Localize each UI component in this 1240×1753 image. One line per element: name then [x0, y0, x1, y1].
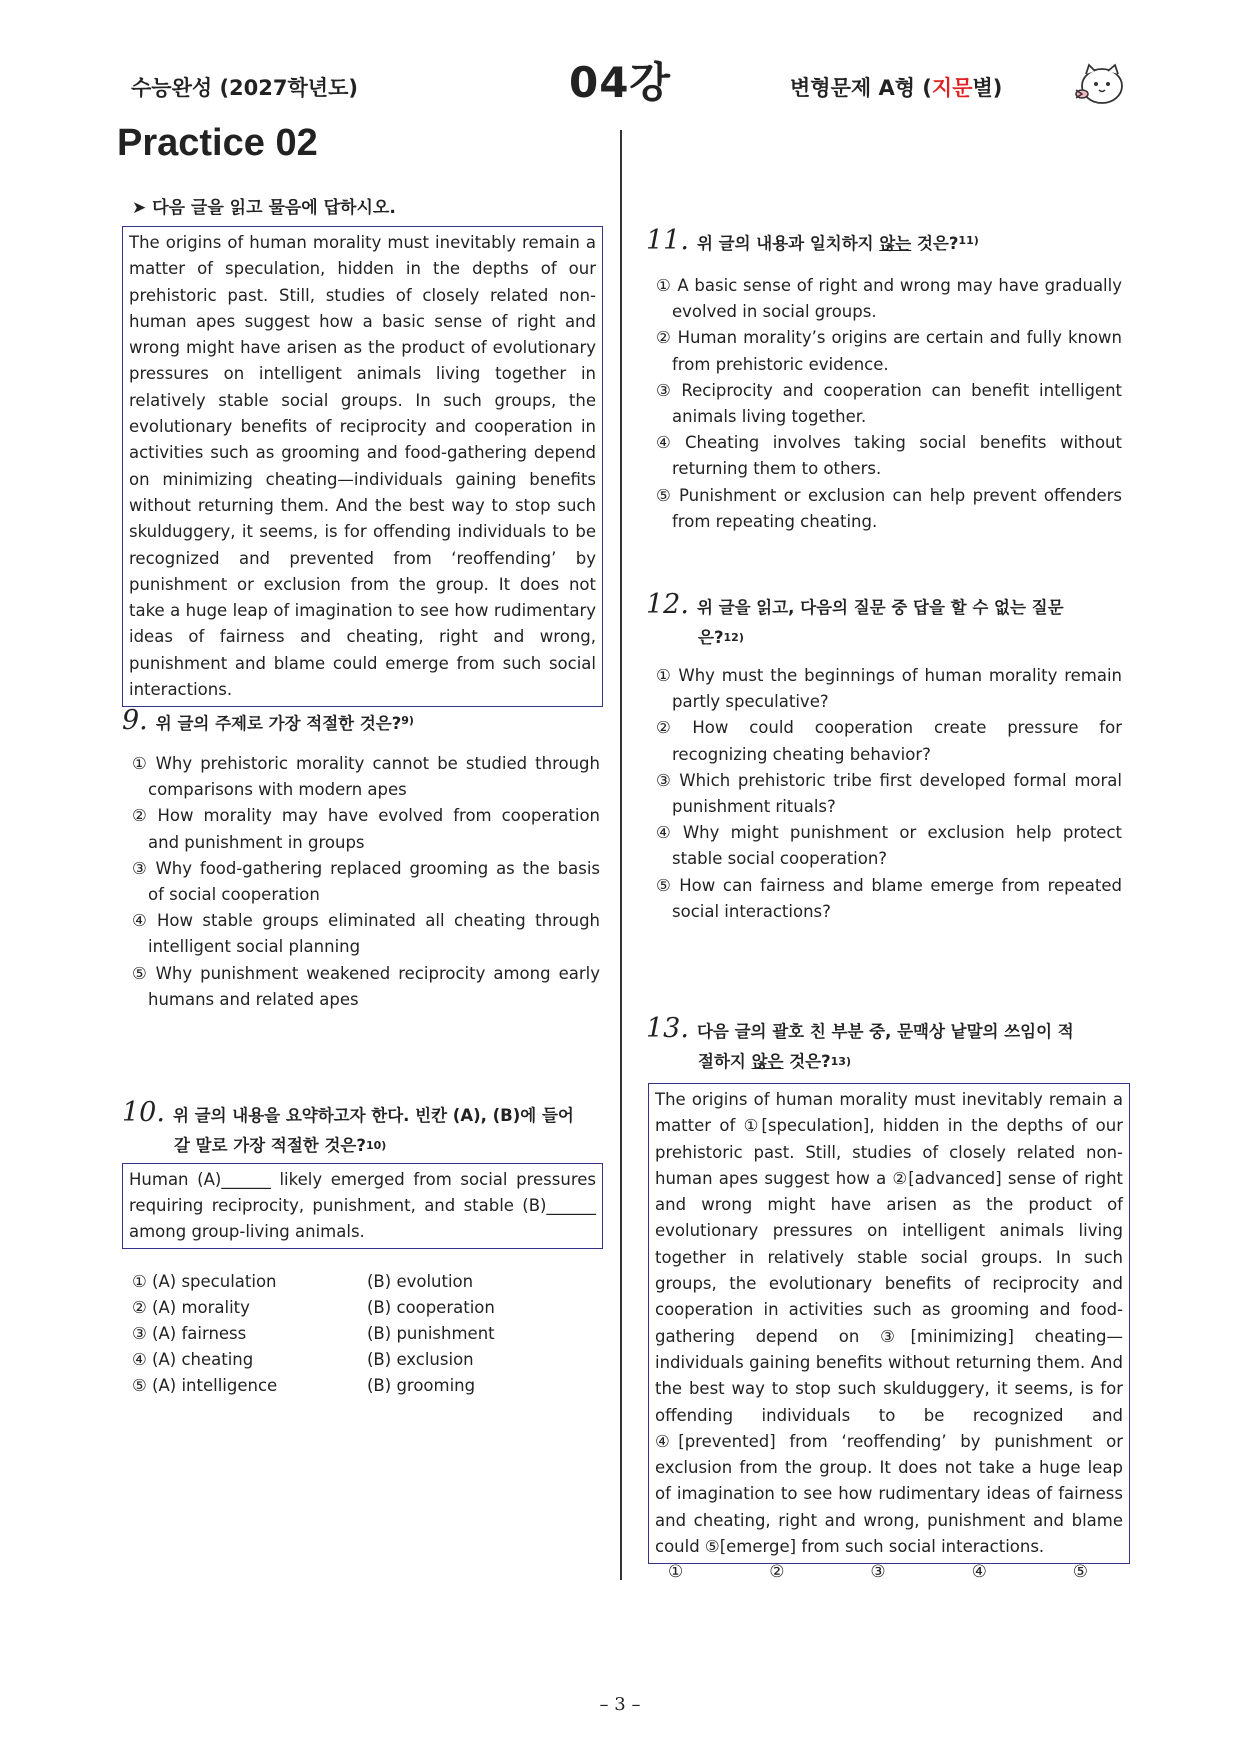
question-12-title: 12. 위 글을 읽고, 다음의 질문 중 답을 할 수 없는 질문 은?$^{12)}$: [646, 589, 1064, 647]
q9-option[interactable]: ③ Why food-gathering replaced grooming as the basis of social cooperation: [132, 858, 601, 905]
question-13-title: 13. 다음 글의 괄호 친 부분 중, 문맥상 낱말의 쓰임이 적 절하지 않은 것은?$^{13)}$: [646, 1013, 1074, 1071]
cat-mascot-icon: [1072, 60, 1130, 110]
q11-option[interactable]: ④ Cheating involves taking social benefits without returning them to others.: [656, 433, 1122, 479]
question-9-title: 9. 위 글의 주제로 가장 적절한 것은?$^{9)}$: [122, 705, 414, 736]
answer-choice[interactable]: ②: [769, 1562, 785, 1582]
question-12-options: [656, 663, 1122, 925]
q11-option[interactable]: ③ Reciprocity and cooperation can benefit intelligent animals living together.: [656, 380, 1122, 427]
q12-option[interactable]: ① Why must the beginnings of human morality remain partly speculative?: [656, 666, 1122, 712]
q9-option[interactable]: ⑤ Why punishment weakened reciprocity among early humans and related apes: [132, 963, 600, 1009]
q12-option[interactable]: ③ Which prehistoric tribe first developed formal moral punishment rituals?: [656, 770, 1122, 817]
summary-box: Human (A)______ likely emerged from social pressures requiring reciprocity, punishment, and stable (B)______ among group-living animals.: [122, 1163, 603, 1249]
question-13-answer-choices: [668, 1562, 1088, 1582]
column-divider: [620, 130, 622, 1580]
q12-option[interactable]: ⑤ How can fairness and blame emerge from repeated social interactions?: [656, 875, 1122, 921]
q11-option[interactable]: ② Human morality’s origins are certain and fully known from prehistoric evidence.: [656, 328, 1122, 374]
header-lesson-number: 04강: [568, 58, 672, 107]
answer-choice[interactable]: ④: [971, 1562, 987, 1582]
q10-option[interactable]: ② (A) morality (B) cooperation: [132, 1298, 495, 1317]
header-book-title: 수능완성 (2027학년도): [131, 76, 358, 100]
q12-option[interactable]: ② How could cooperation create pressure for recognizing cheating behavior?: [656, 718, 1122, 764]
question-13-passage: The origins of human morality must inevitably remain a matter of ①[speculation], hidden in the depths of our prehistoric past. Still, studies of closely related non-human apes suggest how a ②[advanced] sense of right and wrong might have arisen as the product of evolutionary pressures on intelligent animals living together in relatively stable social groups. In such groups, the evolutionary benefits of reciprocity and cooperation in activities such as grooming and food-gathering depend on ③[minimizing] cheating—individuals gaining benefits without returning them. And the best way to stop such skulduggery, it seems, is for offending individuals to be recognized and ④[prevented] from ‘reoffending’ by punishment or exclusion from the group. It does not take a huge leap of imagination to see how rudimentary ideas of fairness and cheating, right and wrong, punishment and blame could ⑤[emerge] from such social interactions.: [648, 1083, 1130, 1564]
q11-option[interactable]: ⑤ Punishment or exclusion can help prevent offenders from repeating cheating.: [656, 485, 1123, 531]
q9-option[interactable]: ① Why prehistoric morality cannot be studied through comparisons with modern apes: [132, 754, 600, 800]
answer-choice[interactable]: ③: [870, 1562, 886, 1582]
question-10-options: [132, 1269, 602, 1399]
header-type-red: 지문: [931, 76, 973, 100]
question-11-title: 11. 위 글의 내용과 일치하지 않는 것은?$^{11)}$: [646, 225, 979, 256]
q9-option[interactable]: ② How morality may have evolved from cooperation and punishment in groups: [132, 806, 600, 852]
q12-option[interactable]: ④ Why might punishment or exclusion help protect stable social cooperation?: [656, 823, 1123, 869]
header-type-label: 변형문제 A형 (지문별): [790, 76, 1003, 100]
page-number: – 3 –: [599, 1694, 641, 1715]
question-10-title: 10. 위 글의 내용을 요약하고자 한다. 빈칸 (A), (B)에 들어 갈 말로 가장 적절한 것은?$^{10)}$: [122, 1097, 574, 1155]
question-11-options: [656, 273, 1122, 535]
instruction: ➤ 다음 글을 읽고 물음에 답하시오.: [132, 198, 396, 218]
q10-option[interactable]: ① (A) speculation (B) evolution: [132, 1272, 474, 1291]
answer-choice[interactable]: ①: [668, 1562, 684, 1582]
answer-choice[interactable]: ⑤: [1072, 1562, 1088, 1582]
question-9-options: [132, 751, 600, 1013]
q10-option[interactable]: ③ (A) fairness (B) punishment: [132, 1324, 495, 1343]
q10-option[interactable]: ⑤ (A) intelligence (B) grooming: [132, 1376, 476, 1395]
main-passage: The origins of human morality must inevitably remain a matter of speculation, hidden in the depths of our prehistoric past. Still, studies of closely related non-human apes suggest how a basic sense of right and wrong might have arisen as the product of evolutionary pressures on intelligent animals living together in relatively stable social groups. In such groups, the evolutionary benefits of reciprocity and cooperation in activities such as grooming and food-gathering depend on minimizing cheating—individuals gaining benefits without returning them. And the best way to stop such skulduggery, it seems, is for offending individuals to be recognized and prevented from ‘reoffending’ by punishment or exclusion from the group. It does not take a huge leap of imagination to see how rudimentary ideas of fairness and cheating, right and wrong, punishment and blame could emerge from such social interactions.: [122, 226, 603, 707]
practice-title: Practice 02: [117, 122, 318, 164]
q9-option[interactable]: ④ How stable groups eliminated all cheating through intelligent social planning: [132, 911, 600, 957]
q10-option[interactable]: ④ (A) cheating (B) exclusion: [132, 1350, 474, 1369]
q11-option[interactable]: ① A basic sense of right and wrong may have gradually evolved in social groups.: [656, 276, 1122, 322]
